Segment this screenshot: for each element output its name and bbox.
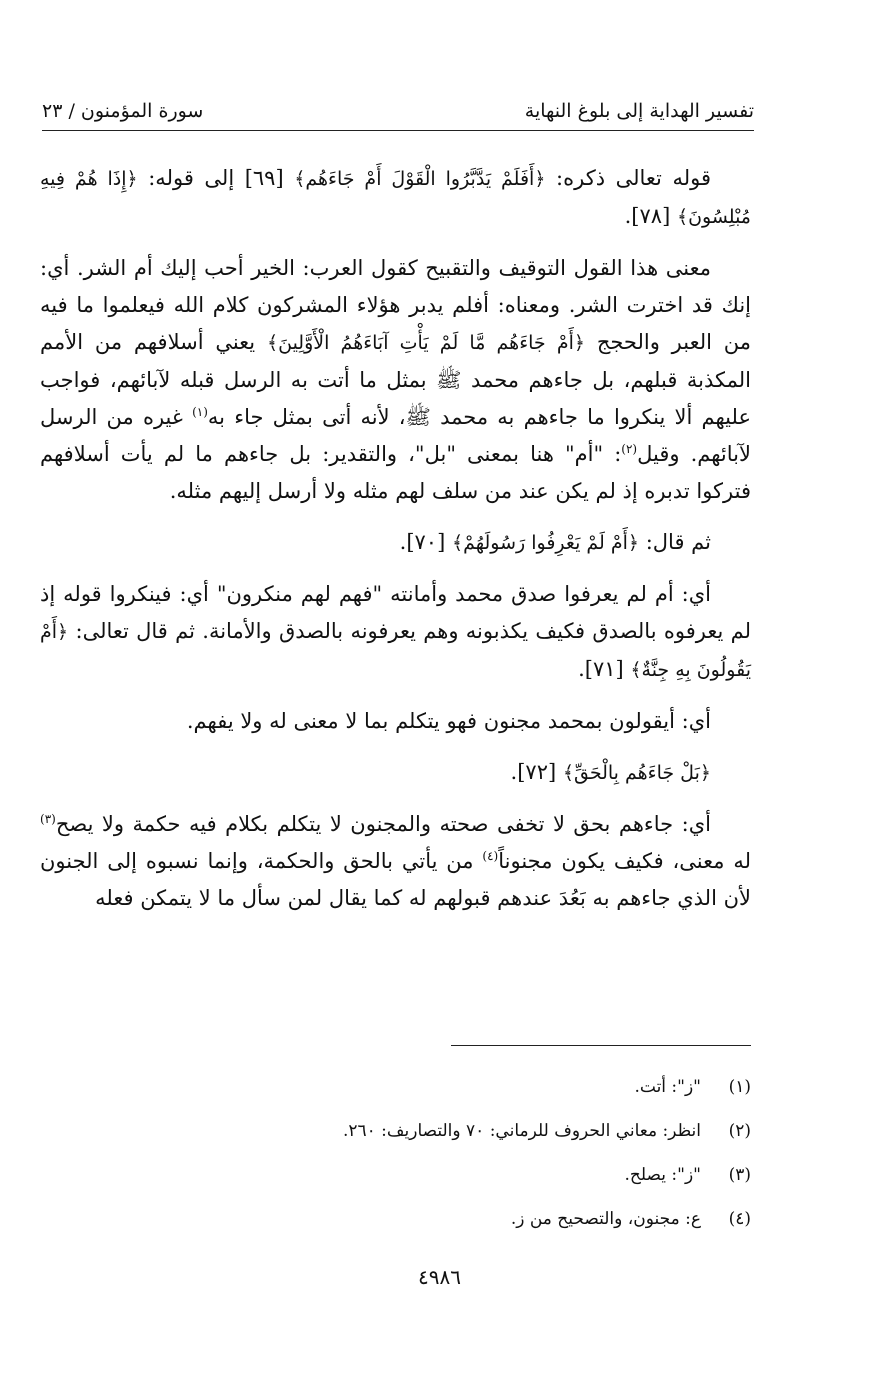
footnotes: [40, 1065, 751, 1241]
footnote-item: [40, 1065, 751, 1109]
paragraph-7: [40, 806, 751, 917]
text-run: غيره من الرسل لآبائهم. وقيل: [40, 405, 752, 466]
quran-verse: ﴿أَفَلَمْ يَدَّبَّرُوا الْقَوْلَ أَمْ جَاءَهُم﴾: [294, 168, 546, 190]
text-run: أي: أم لم يعرفوا صدق محمد وأمانته "فهم لهم منكرون" أي: فينكروا قوله إذ لم يعرفوه بالصدق فكيف يكذبونه وهم يعرفونه بالصدق والأمانة. ثم قال تعالى:: [40, 582, 751, 643]
quran-verse: ﴿إِذَا هُمْ فِيهِ مُبْلِسُونَ﴾: [40, 168, 751, 228]
footnote-ref[interactable]: (٣): [40, 812, 56, 826]
footnote-item: [40, 1109, 751, 1153]
footnote-ref[interactable]: (٤): [482, 849, 499, 863]
main-text: [40, 160, 751, 931]
verse-number: [٧٨].: [624, 204, 677, 228]
book-title: تفسير الهداية إلى بلوغ النهاية: [524, 100, 754, 122]
text-run: ثم قال:: [639, 530, 711, 554]
text-run: قوله تعالى ذكره:: [545, 166, 711, 190]
paragraph-4: [40, 576, 751, 689]
footnote-number: (١): [728, 1077, 751, 1097]
paragraph-1: [40, 160, 751, 236]
paragraph-2: [40, 250, 751, 510]
footnote-item: [40, 1197, 751, 1241]
paragraph-6: [40, 754, 751, 792]
quran-verse: ﴿بَلْ جَاءَهُم بِالْحَقِّ﴾: [562, 762, 711, 784]
footnote-text: ع: مجنون، والتصحيح من ز.: [510, 1209, 701, 1229]
verse-number: [٧٢].: [510, 760, 563, 784]
footnote-text: "ز": أتت.: [634, 1077, 701, 1097]
quran-verse: ﴿أَمْ لَمْ يَعْرِفُوا رَسُولَهُمْ﴾: [451, 532, 640, 554]
footnote-text: انظر: معاني الحروف للرماني: ٧٠ والتصاريف: ٢٦٠.: [342, 1121, 701, 1141]
text-run: أي: أيقولون بمحمد مجنون فهو يتكلم بما لا معنى له ولا يفهم.: [186, 709, 711, 733]
running-header: [42, 100, 754, 131]
surah-page-label: سورة المؤمنون / ٢٣: [42, 100, 204, 122]
page-number: ٤٩٨٦: [418, 1265, 461, 1289]
text-run: من يأتي بالحق والحكمة، وإنما نسبوه إلى الجنون لأن الذي جاءهم به بَعُدَ عندهم قبولهم له كما يقال لمن سأل ما لا يتمكن فعله: [40, 849, 751, 910]
footnote-text: "ز": يصلح.: [624, 1165, 701, 1185]
footnote-number: (٣): [728, 1165, 751, 1185]
verse-number: [٧٠].: [399, 530, 452, 554]
verse-number: [٧١].: [578, 657, 631, 681]
verse-number: [٦٩] إلى قوله:: [137, 166, 295, 190]
paragraph-3: [40, 524, 751, 562]
footnote-number: (٢): [728, 1121, 751, 1141]
quran-verse: ﴿أَمْ يَقُولُونَ بِهِ جِنَّةٌ﴾: [40, 621, 751, 681]
footnote-number: (٤): [728, 1209, 751, 1229]
footnote-item: [40, 1153, 751, 1197]
text-run: : "أم" هنا بمعنى "بل"، والتقدير: بل جاءهم ما لم يأت أسلافهم فتركوا تدبره إذ لم يكن عند من سلف لهم مثله ولا أرسل إليهم مثله.: [40, 442, 751, 503]
footnote-ref[interactable]: (١): [192, 405, 208, 419]
text-run: أي: جاءهم بحق لا تخفى صحته والمجنون لا يتكلم بكلام فيه حكمة ولا يصح: [55, 812, 711, 836]
paragraph-5: [40, 703, 751, 740]
footnote-divider: [451, 1045, 751, 1046]
text-run: يعني أسلافهم من الأمم المكذبة قبلهم، بل جاءهم محمد ﷺ بمثل ما أتت به الرسل قبله لآبائهم، فواجب عليهم ألا ينكروا ما جاءهم به محمد ﷺ، لأنه أتى بمثل جاء به: [40, 330, 751, 429]
text-run: له معنى، فكيف يكون مجنوناً: [498, 849, 751, 873]
text-run: معنى هذا القول التوقيف والتقبيح كقول العرب: الخير أحب إليك أم الشر. أي: إنك قد اخترت الشر. ومعناه: أفلم يدبر هؤلاء المشركون كلام الله فيعلموا ما فيه من العبر والحجج: [40, 256, 751, 354]
footnote-ref[interactable]: (٢): [621, 442, 638, 456]
quran-verse: ﴿أَمْ جَاءَهُم مَّا لَمْ يَأْتِ آبَاءَهُمُ الْأَوَّلِينَ﴾: [266, 332, 586, 354]
